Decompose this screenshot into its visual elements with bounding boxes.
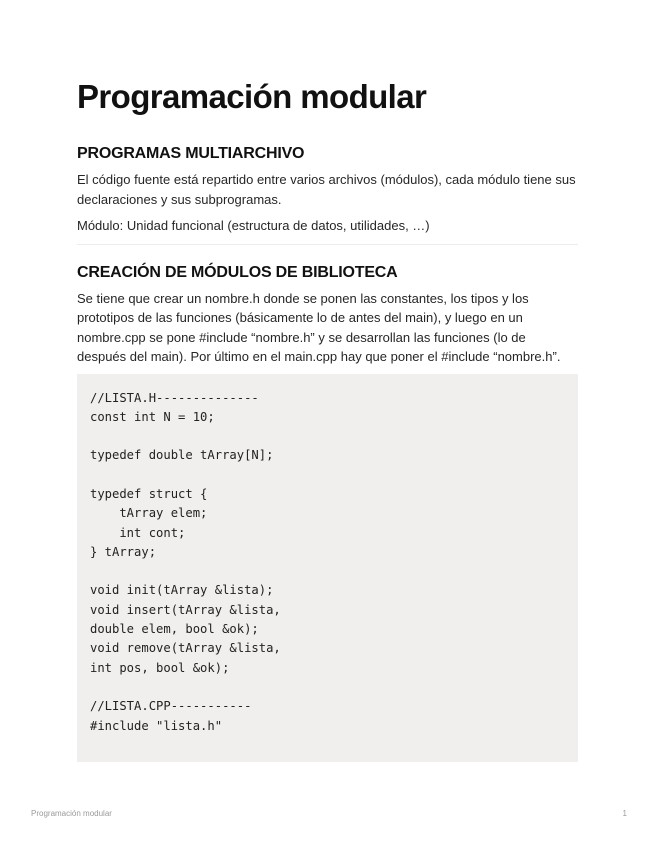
footer-title: Programación modular xyxy=(31,809,112,818)
paragraph-modulo-definicion: Módulo: Unidad funcional (estructura de datos, utilidades, …) xyxy=(77,218,430,233)
section-heading-creacion-modulos: CREACIÓN DE MÓDULOS DE BIBLIOTECA xyxy=(77,263,398,281)
code-line xyxy=(90,427,565,446)
paragraph-codigo-fuente: El código fuente está repartido entre varios archivos (módulos), cada módulo tiene sus declaraciones y sus subprogramas. xyxy=(77,172,576,207)
code-line: typedef struct { xyxy=(90,486,208,501)
code-line: double elem, bool &ok); xyxy=(90,622,259,637)
code-line: void init(tArray &lista); xyxy=(90,583,274,598)
paragraph-creacion-instrucciones: Se tiene que crear un nombre.h donde se ponen las constantes, los tipos y los prototipos de las funciones (básicamente lo de antes del main), y luego en un nombre.cpp se pone #include “nombre.h” y se desarrollan las funciones (lo de después del main). Por último en el main.cpp hay que poner el #include “nombre.h”. xyxy=(77,290,561,364)
code-line xyxy=(90,466,565,485)
section-heading-programas-multiarchivo: PROGRAMAS MULTIARCHIVO xyxy=(77,145,305,162)
code-line: //LISTA.CPP----------- xyxy=(90,699,252,714)
code-line: void remove(tArray &lista, xyxy=(90,641,281,656)
code-line: const int N = 10; xyxy=(90,409,215,424)
code-line xyxy=(90,678,565,697)
code-line: #include "lista.h" xyxy=(90,718,223,733)
code-line: //LISTA.H-------------- xyxy=(90,390,259,405)
code-line: typedef double tArray[N]; xyxy=(90,448,274,463)
code-line: int cont; xyxy=(90,525,186,540)
page-content xyxy=(77,70,578,762)
code-line: void insert(tArray &lista, xyxy=(90,602,281,617)
code-line: } tArray; xyxy=(90,544,157,559)
section-divider xyxy=(77,244,578,245)
footer-page-number: 1 xyxy=(622,809,627,818)
code-line: int pos, bool &ok); xyxy=(90,660,230,675)
code-line: tArray elem; xyxy=(90,506,208,521)
page-title: Programación modular xyxy=(77,78,427,115)
code-line xyxy=(90,562,565,581)
code-block xyxy=(77,374,578,762)
